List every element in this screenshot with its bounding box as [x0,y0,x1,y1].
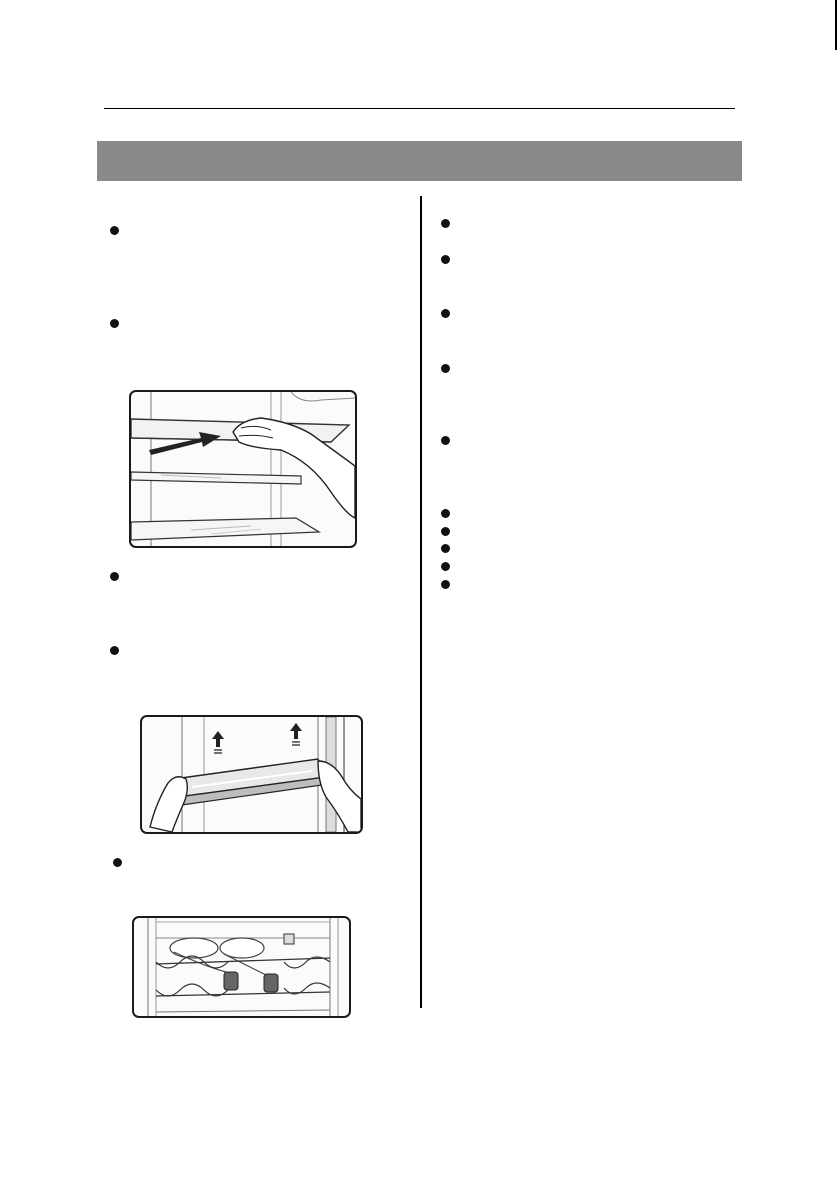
wine-rack-icon [134,918,349,1016]
bullet-icon [441,580,450,589]
lift-door-bin-illustration [140,715,363,834]
bullet-icon [110,319,119,328]
bullet-icon [441,255,450,264]
bullet-icon [441,436,450,445]
bullet-icon [110,572,119,581]
page-edge-marker [817,0,839,1191]
wine-rack-illustration [132,916,351,1018]
header-rule [104,108,735,109]
bullet-icon [441,509,450,518]
bullet-icon [110,226,119,235]
bullet-icon [110,646,119,655]
bullet-icon [441,219,450,228]
bullet-icon [441,562,450,571]
door-bin-lift-icon [142,717,361,832]
bullet-icon [441,309,450,318]
column-divider [420,196,422,1008]
section-header-band [97,141,742,181]
slide-shelf-in-illustration [129,390,357,548]
bullet-icon [441,527,450,536]
shelf-insert-icon [131,392,355,546]
bullet-icon [441,364,450,373]
bullet-icon [441,544,450,553]
bullet-icon [113,858,122,867]
